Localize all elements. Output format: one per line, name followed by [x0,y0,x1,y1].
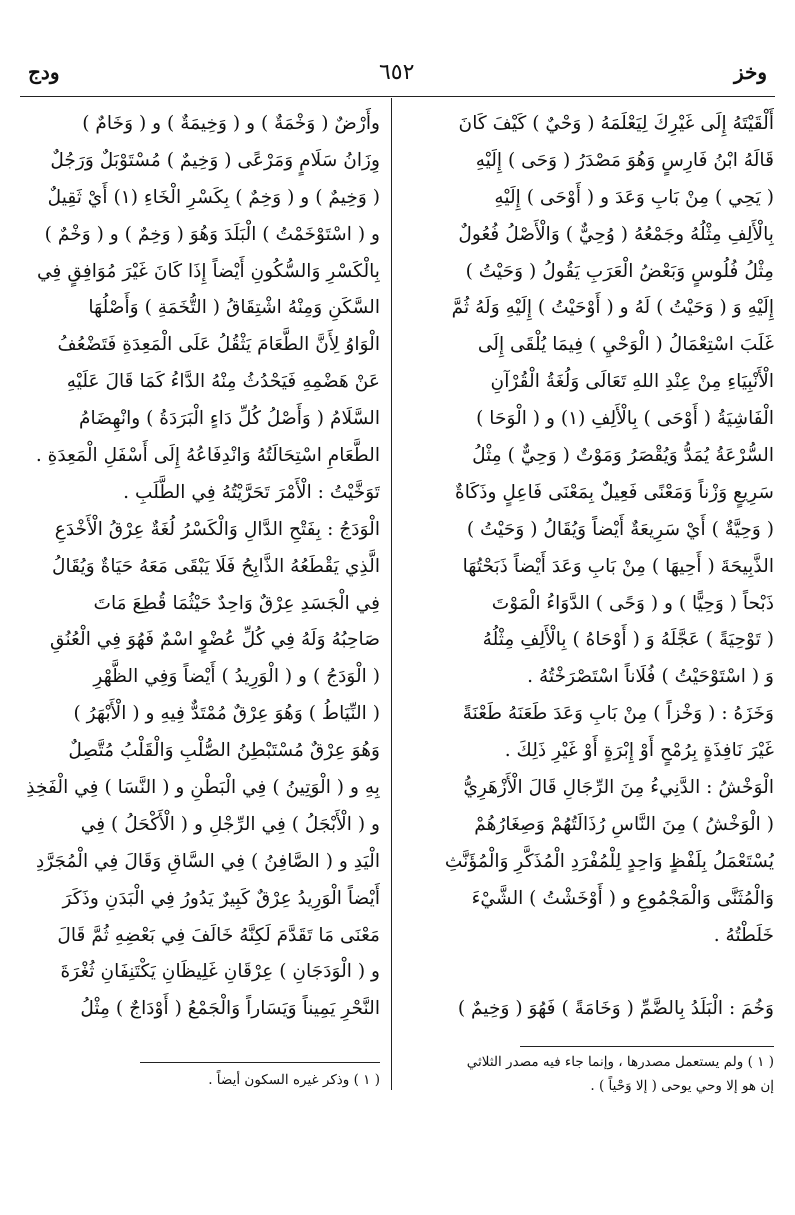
text-line: وَخُمَ : الْبَلَدُ بِالضَّمِّ ( وَخَامَةً ) فَهُوَ ( وَخِيمٌ ) [457,998,774,1020]
text-line: السَّكَنِ وَمِنْهُ اشْتِقَاقُ ( التُّخَمَةِ ) وَأَصْلُهَا [88,297,380,319]
text-line: الذَّبِيحَةَ ( أَحِيهَا ) مِنْ بَابِ وَعَدَ أَيْضاً ذَبَحْتُهَا [462,555,774,577]
text-line: ( وَحِيَّةٌ ) أَيْ سَرِيعَةٌ أَيْضاً وَيُقَالُ ( وَحَيْتُ ) [466,518,774,540]
text-line: بِهِ و ( الْوَتِينُ ) فِي الْبَطْنِ و ( النَّسَا ) فِي الْفَخِذِ [26,777,380,799]
text-line: ( تَوْحِيَةً ) عَجَّلَهُ وَ ( أَوْحَاهُ ) بِالْأَلِفِ مِثْلُهُ [482,629,774,651]
text-line [404,954,774,991]
text-line: مَعْنَى مَا تَقَدَّمَ لَكِنَّهُ خَالَفَ فِي بَعْضِهِ ثُمَّ قَالَ [57,924,380,946]
text-line: و ( الْوَدَجَانِ ) عِرْقَانِ غَلِيظَانِ يَكْتَنِفَانِ ثُغْرَةَ [60,961,380,983]
footnote-right [404,1050,774,1098]
text-line: صَاحِبُهُ وَلَهُ فِي كُلِّ عُضْوٍ اسْمٌ فَهُوَ فِي الْعُنُقِ [49,629,380,651]
right-column [404,106,774,1028]
page-header [28,52,767,92]
text-line: النَّحْرِ يَمِيناً وَيَسَاراً وَالْجَمْعُ ( أَوْدَاجٌ ) مِثْلُ [80,998,380,1020]
footnote-line: ( ١ ) ولم يستعمل مصدرها ، وإنما جاء فيه مصدر الثلاثي [466,1054,774,1070]
text-line: ( وَخِيمٌ ) و ( وَخِمٌ ) بِكَسْرِ الْخَاءِ (١) أَيْ ثَقِيلٌ [47,186,380,208]
text-line: غَيْرَ نَافِذَةٍ بِرُمْحٍ أَوْ إِبْرَةٍ أَوْ غَيْرِ ذَلِكَ . [504,740,774,762]
text-line: وَالْمُثَنَّى وَالْمَجْمُوعِ و ( أَوْخَشْتُ ) الشَّيْءَ [471,887,774,909]
text-line: الْأَنْبِيَاءِ مِنْ عِنْدِ اللهِ تَعَالَى وَلُغَةُ الْقُرْآنِ [490,371,774,393]
footnote-line: ( ١ ) وذكر غيره السكون أيضاً . [208,1072,380,1088]
text-line: وأَرْضٌ ( وَخْمَةٌ ) و ( وَخِيمَةٌ ) و ( وَخَامٌ ) [82,113,380,134]
text-line: ( الْوَدَجُ ) و ( الْوَرِيدُ ) أَيْضاً وَفِي الظَّهْرِ [93,666,380,688]
header-right-word: وخز [733,60,767,84]
text-line: تَوَخَّيْتُ : الْأَمْرَ تَحَرَّيْتُهُ فِي الطَّلَبِ . [123,481,380,503]
header-left-word: ودج [28,60,60,84]
text-line: و ( الْأَبْجَلُ ) فِي الرِّجْلِ و ( الْأَكْحَلُ ) فِي [80,813,380,835]
text-line: السَّلَامُ ( وَأَصْلُ كُلِّ دَاءٍ الْبَرَدَةُ ) وانْهِضَامُ [79,408,380,430]
header-rule [20,96,775,97]
page-number: ٦٥٢ [378,59,415,85]
text-line: عَنْ هَضْمِهِ فَيَحْدُثُ مِنْهُ الدَّاءُ كَمَا قَالَ عَلَيْهِ [66,371,380,393]
text-line: ( يَحِي ) مِنْ بَابِ وَعَدَ و ( أَوْحَى ) إِلَيْهِ [494,186,774,208]
text-line: وَخَزَهُ : ( وَخْزاً ) مِنْ بَابِ وَعَدَ طَعَنَهُ طَعْنَةً [462,703,774,725]
footnote-rule-right [520,1046,774,1047]
text-line: سَرِيعٍ وَزْناً وَمَعْنًى فَعِيلٌ بِمَعْنَى فَاعِلٍ وذَكَاةٌ [455,481,774,503]
text-line: الْوَدَجُ : بِفَتْحِ الدَّالِ وَالْكَسْرُ لُغَةٌ عِرْقُ الْأَخْدَعِ [54,518,380,540]
text-line: بِالْأَلِفِ مِثْلُهُ وجَمْعُهُ ( وُحِيٌّ ) وَالْأَصْلُ فُعُولٌ [458,223,774,245]
text-line: ( الْوَخْشُ ) مِنَ النَّاسِ رُذَالَتُهُمْ وَصِغَارُهُمْ [474,813,774,835]
footnote-line: إن هو إلا وحي يوحى ( إلا وَحْياً ) . [590,1078,774,1094]
text-line: يُسْتَعْمَلُ بِلَفْظٍ وَاحِدٍ لِلْمُفْرَدِ الْمُذَكَّرِ وَالْمُؤَنَّثِ [444,850,774,872]
text-line: ( النِّيَاطُ ) وَهُوَ عِرْقٌ مُمْتَدٌّ فِيهِ و ( الْأَبْهَرُ ) [73,703,380,725]
text-line: الْيَدِ و ( الصَّافِنُ ) فِي السَّاقِ وَقَالَ فِي الْمُجَرَّدِ [36,850,380,872]
text-line: وِزَانُ سَلَامٍ وَمَرْعًى ( وَخِيمٌ ) مُسْتَوْبَلٌ وَرَجُلٌ [50,149,380,171]
text-line: وَ ( اسْتَوْحَيْتُ ) فُلَاناً اسْتَصْرَخْتُهُ . [527,666,774,688]
text-line: ذَبْحاً ( وَحِيًّا ) و ( وَحًى ) الدَّوَاءُ الْمَوْتَ [491,592,774,614]
footnote-left [22,1068,380,1092]
text-line: الْوَخْشُ : الدَّنِيءُ مِنَ الرِّجَالِ قَالَ الْأَزْهَرِيُّ [463,777,774,799]
text-line: غَلَبَ اسْتِعْمَالُ ( الْوَحْيِ ) فِيمَا يُلْقَى إِلَى [477,334,774,356]
text-line: الْفَاشِيَةُ ( أَوْحَى ) بِالْأَلِفِ (١) و ( الْوَحَا ) [476,408,774,430]
column-divider [391,98,392,1090]
text-line: خَلَطْتُهُ . [713,924,774,946]
text-line: الَّذِي يَقْطَعُهُ الذَّابِحُ فَلَا يَبْقَى مَعَهُ حَيَاةٌ وَيُقَالُ [51,555,380,577]
text-line: الطَّعَامِ اسْتِحَالَتُهُ وَانْدِفَاعُهُ إِلَى أَسْفَلِ الْمَعِدَةِ . [35,445,380,467]
text-line: بِالْكَسْرِ وَالسُّكُونِ أَيْضاً إِذَا كَانَ غَيْرَ مُوَافِقٍ فِي [37,260,380,282]
text-line: فِي الْجَسَدِ عِرْقٌ وَاحِدٌ حَيْثُمَا قُطِعَ مَاتَ [93,592,380,614]
text-line: إِلَيْهِ وَ ( وَحَيْتُ ) لَهُ و ( أَوْحَيْتُ ) إِلَيْهِ وَلَهُ ثُمَّ [451,297,774,319]
text-line: وَهُوَ عِرْقٌ مُسْتَبْطِنُ الصُّلْبِ وَالْقَلْبُ مُتَّصِلٌ [68,740,380,762]
text-line: أَلْقَيْتَهُ إِلَى غَيْرِكَ لِيَعْلَمَهُ ( وَحْيٌ ) كَيْفَ كَانَ [458,113,774,134]
footnote-rule-left [140,1062,380,1063]
text-line: قَالَهُ ابْنُ فَارِسٍ وَهُوَ مَصْدَرُ ( وَحَى ) إِلَيْهِ [475,149,774,171]
text-line: و ( اسْتَوْخَمْتُ ) الْبَلَدَ وَهُوَ ( وَخِمٌ ) و ( وَخْمٌ ) [44,223,380,245]
text-line: السُّرْعَةُ يُمَدُّ وَيُقْصَرُ وَمَوْتٌ ( وَحِيٌّ ) مِثْلُ [472,445,774,467]
text-line: أَيْضاً الْوَرِيدُ عِرْقٌ كَبِيرٌ يَدُورُ فِي الْبَدَنِ وذَكَرَ [62,887,380,909]
text-line: مِثْلُ فُلُوسٍ وَبَعْضُ الْعَرَبِ يَقُولُ ( وَحَيْتُ ) [465,260,774,282]
left-column [22,106,380,1028]
text-line: الْوَاوُ لِأَنَّ الطَّعَامَ يَثْقُلُ عَلَى الْمَعِدَةِ فَتَضْعُفُ [57,334,380,356]
